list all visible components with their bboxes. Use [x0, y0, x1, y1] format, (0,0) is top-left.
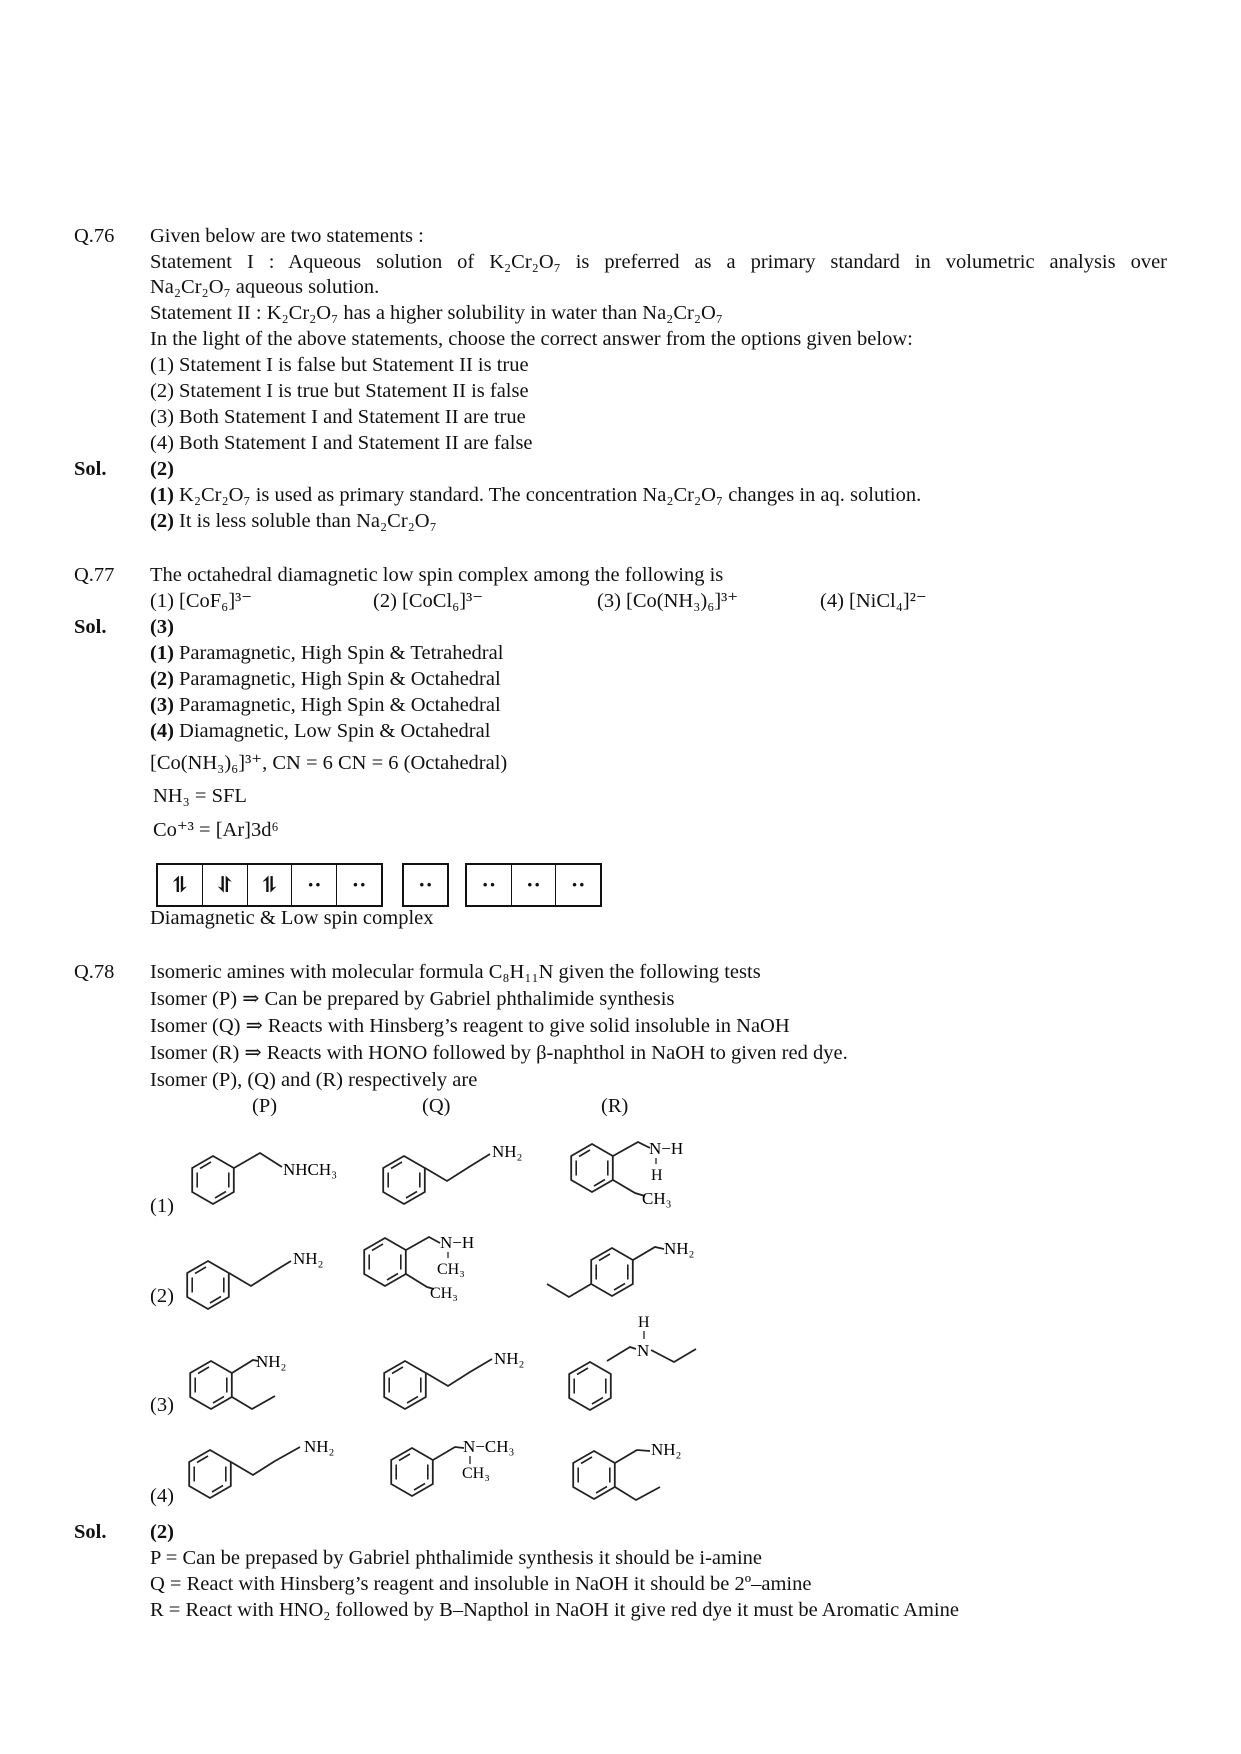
structure-1r	[571, 1139, 683, 1208]
q77-option-1: (1) [CoF₆]³⁻	[150, 590, 253, 612]
q78-sol-label: Sol.	[74, 1521, 107, 1543]
structure-1q	[383, 1142, 522, 1204]
orbital-box: ··	[570, 872, 586, 897]
group-ch3: CH₃	[437, 1261, 465, 1278]
structure-4r	[573, 1440, 681, 1500]
q76-sol-line-2: (2) It is less soluble than Na₂Cr₂O₇	[150, 510, 437, 532]
q77-option-2: (2) [CoCl₆]³⁻	[373, 590, 484, 612]
structure-3p	[190, 1352, 286, 1409]
group-nh2: NH₂	[664, 1239, 695, 1258]
orbital-box: ··	[418, 872, 433, 897]
orbital-box: ··	[512, 865, 557, 905]
q78-sol-line-1: P = Can be prepased by Gabriel phthalimide synthesis it should be i-amine	[150, 1547, 763, 1569]
q78-option-label-2: (2)	[150, 1285, 174, 1307]
q77-answer: (3)	[150, 616, 174, 638]
group-ch3: CH₃	[462, 1465, 490, 1482]
q78-sol-line-3: R = React with HNO₂ followed by B–Napthol in NaOH it give red dye it must be Aromatic Amine	[150, 1599, 959, 1621]
q78-line-3: Isomer (Q) ⇒ Reacts with Hinsberg’s reagent to give solid insoluble in NaOH	[150, 1015, 790, 1037]
q76-answer: (2)	[150, 458, 174, 480]
q76-statement-1: Statement I : Aqueous solution of K₂Cr₂O₇ is preferred as a primary standard in volumetric analysis over	[150, 251, 1167, 273]
group-nhch3: NHCH₃	[283, 1160, 338, 1179]
q77-equation-3: Co⁺³ = [Ar]3d⁶	[153, 819, 279, 841]
q77-option-3: (3) [Co(NH₃)₆]³⁺	[597, 590, 739, 612]
orbital-box: ··	[351, 872, 367, 897]
q78-option-label-3: (3)	[150, 1394, 174, 1416]
group-nh2: NH₂	[494, 1349, 525, 1368]
q76-prompt: In the light of the above statements, choose the correct answer from the options given below:	[150, 328, 913, 350]
q78-line-5: Isomer (P), (Q) and (R) respectively are	[150, 1069, 478, 1091]
structure-2q	[364, 1233, 474, 1302]
group-nh: N−H	[649, 1139, 684, 1158]
q78-line-1: Isomeric amines with molecular formula C₈H₁₁N given the following tests	[150, 961, 761, 983]
q76-sol-line-1: (1) K₂Cr₂O₇ is used as primary standard. The concentration Na₂Cr₂O₇ changes in aq. solution.	[150, 484, 922, 506]
group-nh2: NH₂	[304, 1437, 335, 1456]
q78-sol-line-2: Q = React with Hinsberg’s reagent and insoluble in NaOH it should be 2º–amine	[150, 1573, 812, 1595]
structure-4p	[189, 1437, 334, 1498]
q76-sol-label: Sol.	[74, 458, 107, 480]
q76-statement-2: Statement II : K₂Cr₂O₇ has a higher solubility in water than Na₂Cr₂O₇	[150, 302, 723, 324]
group-nh2: NH₂	[256, 1352, 287, 1371]
q78-line-4: Isomer (R) ⇒ Reacts with HONO followed by β-naphthol in NaOH to given red dye.	[150, 1042, 848, 1064]
q76-label: Q.76	[74, 225, 115, 247]
q78-answer: (2)	[150, 1521, 174, 1543]
q77-conclusion: Diamagnetic & Low spin complex	[150, 907, 434, 929]
structure-4q	[391, 1437, 514, 1496]
col-header-p: (P)	[252, 1095, 278, 1117]
q77-option-4: (4) [NiCl₄]²⁻	[820, 590, 927, 612]
orbital-box: ⥮	[248, 865, 293, 905]
orbital-box: ⥮	[158, 865, 203, 905]
group-h: H	[651, 1167, 663, 1184]
group-ch3: CH₃	[430, 1285, 458, 1302]
group-nh2: NH₂	[492, 1142, 523, 1161]
col-header-q: (Q)	[422, 1095, 451, 1117]
q78-label: Q.78	[74, 961, 115, 983]
q77-equation-1: [Co(NH₃)₆]³⁺, CN = 6 CN = 6 (Octahedral)	[150, 752, 508, 774]
q77-label: Q.77	[74, 564, 115, 586]
group-ch3: CH₃	[642, 1189, 672, 1208]
group-nh2: NH₂	[651, 1440, 682, 1459]
q76-option-2: (2) Statement I is true but Statement II is false	[150, 380, 529, 402]
q76-statement-1-cont: Na₂Cr₂O₇ aqueous solution.	[150, 276, 380, 298]
q76-option-4: (4) Both Statement I and Statement II are false	[150, 432, 533, 454]
q77-sol-line-3: (3) Paramagnetic, High Spin & Octahedral	[150, 694, 501, 716]
col-header-r: (R)	[601, 1095, 629, 1117]
group-nh2: NH₂	[293, 1249, 324, 1268]
q77-sol-line-1: (1) Paramagnetic, High Spin & Tetrahedral	[150, 642, 504, 664]
q77-sol-label: Sol.	[74, 616, 107, 638]
group-nh: N−H	[440, 1233, 475, 1252]
q78-option-label-4: (4)	[150, 1485, 174, 1507]
orbital-box: ··	[292, 865, 337, 905]
group-h: H	[638, 1314, 650, 1331]
q78-line-2: Isomer (P) ⇒ Can be prepared by Gabriel phthalimide synthesis	[150, 988, 675, 1010]
structure-2p	[187, 1249, 323, 1309]
group-nch3: N−CH₃	[463, 1437, 515, 1456]
structure-1p	[192, 1153, 337, 1204]
structure-3q	[384, 1349, 524, 1409]
q77-equation-2: NH₃ = SFL	[153, 785, 247, 807]
q77-sol-line-2: (2) Paramagnetic, High Spin & Octahedral	[150, 668, 501, 690]
orbital-box: ⥯	[203, 865, 248, 905]
q77-sol-line-4: (4) Diamagnetic, Low Spin & Octahedral	[150, 720, 491, 742]
q76-intro: Given below are two statements :	[150, 225, 424, 247]
structure-2r	[547, 1239, 694, 1297]
q77-question: The octahedral diamagnetic low spin complex among the following is	[150, 564, 724, 586]
group-n: N	[637, 1341, 650, 1360]
orbital-box: ··	[467, 865, 512, 905]
q78-option-label-1: (1)	[150, 1195, 174, 1217]
structure-3r	[569, 1314, 696, 1410]
q76-option-1: (1) Statement I is false but Statement II is true	[150, 354, 529, 376]
q76-option-3: (3) Both Statement I and Statement II are true	[150, 406, 526, 428]
